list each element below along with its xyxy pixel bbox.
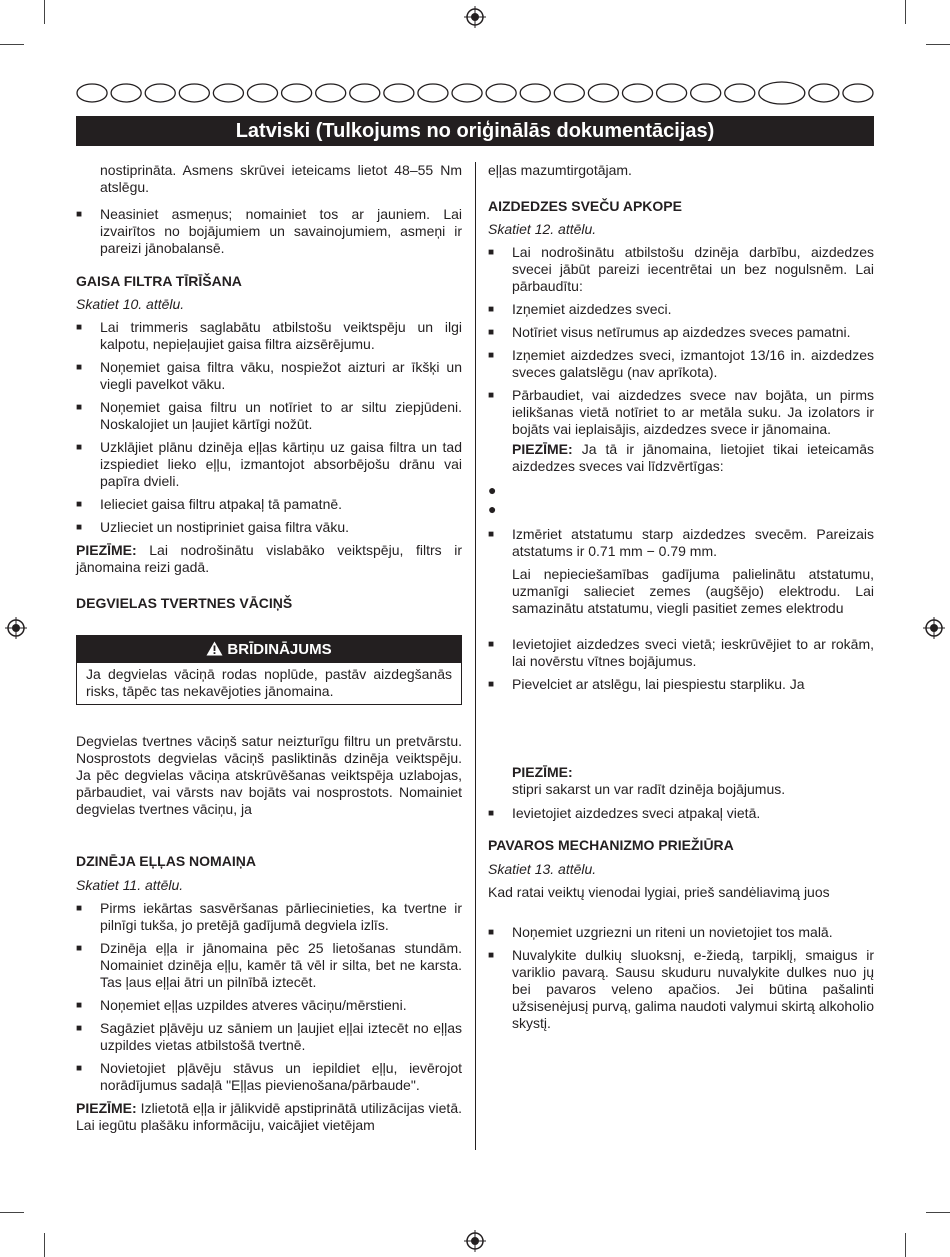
section-heading: GAISA FILTRA TĪRĪŠANA xyxy=(76,273,242,289)
note: PIEZĪME: Ja tā ir jānomaina, lietojiet tikai ieteicamās aizdedzes sveces vai līdzvērtīgas: xyxy=(512,441,874,474)
list-item: ■ Nuvalykite dulkių sluoksnį, e-žiedą, tarpiklį, smaigus ir variklio pavarą. Sausu skuduru nuvalykite dulkes nuo jų bei pavaros veleno apačios. Jei būtina pašalinti užsisenėjusį purvą, galima naudoti valymui skirtą alkoholio skystį. xyxy=(488,947,874,1031)
note: PIEZĪME: Lai nodrošinātu vislabāko veiktspēju, filtrs ir jānomaina reizi gadā. xyxy=(76,542,462,575)
warning-header: BRĪDINĀJUMS xyxy=(77,636,461,663)
bullet-icon: ■ xyxy=(76,1063,83,1074)
language-tab xyxy=(486,84,516,102)
bullet-icon: ■ xyxy=(76,402,83,413)
language-tab xyxy=(282,84,312,102)
list-item: ■ Uzklājiet plānu dzinēja eļļas kārtiņu uz gaisa filtra un tad izspiediet lieko eļļu, izmantojot absorbējošu drānu vai papīra dvieli. xyxy=(76,439,462,489)
language-tab xyxy=(622,84,652,102)
section-heading: AIZDEDZES SVEČU APKOPE xyxy=(488,198,682,214)
page-title: Latviski (Tulkojums no oriģinālās dokumentācijas) xyxy=(76,116,874,146)
list-item: ■ Pārbaudiet, vai aizdedzes svece nav bojāta, un pirms ielikšanas vietā notīriet to ar metāla suku. Ja izolators ir bojāts vai ieplaisājis, aizdedzes svece ir jānomaina. xyxy=(488,387,874,437)
crop-mark xyxy=(926,44,950,45)
paragraph: Kad ratai veiktų vienodai lygiai, prieš sandėliavimą juos xyxy=(488,884,830,900)
list-item: ■ Noņemiet uzgriezni un riteni un novietojiet tos malā. xyxy=(488,924,833,940)
bullet-icon: ■ xyxy=(488,350,495,361)
bullet-icon: ■ xyxy=(488,639,495,650)
warning-box xyxy=(76,635,462,705)
figure-reference: Skatiet 10. attēlu. xyxy=(76,296,185,312)
language-tab xyxy=(657,84,687,102)
bullet-icon: ■ xyxy=(488,327,495,338)
language-tab xyxy=(520,84,550,102)
bullet-icon: ■ xyxy=(488,679,495,690)
bullet-icon: ■ xyxy=(76,322,83,333)
language-tab xyxy=(809,84,839,102)
note: PIEZĪME: Izlietotā eļļa ir jālikvidē apstiprinātā utilizācijas vietā. Lai iegūtu plašāku informāciju, vaicājiet vietējam xyxy=(76,1100,462,1133)
bullet-icon: ■ xyxy=(76,943,83,954)
language-tab xyxy=(145,84,175,102)
bullet-icon: ■ xyxy=(488,950,495,961)
bullet-icon: ■ xyxy=(488,304,495,315)
list-item: ■ Noņemiet eļļas uzpildes atveres vāciņu/mērstieni. xyxy=(76,997,407,1013)
list-item: ■ Ievietojiet aizdedzes sveci vietā; ieskrūvējiet to ar rokām, lai novērstu vītnes bojājumus. xyxy=(488,636,874,669)
list-item xyxy=(488,482,874,499)
warning-text: Ja degvielas vāciņā rodas noplūde, pastāv aizdegšanās risks, tāpēc tas nekavējoties jānomaina. xyxy=(86,666,452,699)
paragraph: Lai nepieciešamības gadījuma palielinātu atstatumu, uzmanīgi salieciet zemes (augšējo) elektrodu. Lai samazinātu atstatumu, viegli pasitiet zemes elektrodu xyxy=(512,566,874,616)
language-tab xyxy=(247,84,277,102)
bullet-icon: ■ xyxy=(76,499,83,510)
list-item: ■ Pirms iekārtas sasvēršanas pārliecinieties, ka tvertne ir pilnīgi tukša, jo pretējā gadījumā degviela izlīs. xyxy=(76,900,462,933)
section-heading: PAVAROS MECHANIZMO PRIEŽIŪRA xyxy=(488,837,734,853)
bullet-dot-icon: ● xyxy=(488,482,497,498)
language-tab xyxy=(452,84,482,102)
list-item: ■ Izņemiet aizdedzes sveci. xyxy=(488,301,672,317)
note-label: PIEZĪME: xyxy=(512,764,573,780)
list-item: ■ Ielieciet gaisa filtru atpakaļ tā pamatnē. xyxy=(76,496,343,512)
language-tab xyxy=(588,84,618,102)
crop-mark xyxy=(44,1233,45,1257)
registration-mark-icon xyxy=(464,1230,486,1252)
list-item xyxy=(488,501,874,518)
language-tab xyxy=(213,84,243,102)
language-tab xyxy=(384,84,414,102)
section-heading: DZINĒJA EĻĻAS NOMAIŅA xyxy=(76,853,256,869)
bullet-icon: ■ xyxy=(76,522,83,533)
figure-reference: Skatiet 13. attēlu. xyxy=(488,861,597,877)
bullet-icon: ■ xyxy=(76,362,83,373)
language-tab xyxy=(179,84,209,102)
registration-mark-icon xyxy=(464,6,486,28)
continued-text: nostiprināta. Asmens skrūvei ieteicams lietot 48–55 Nm atslēgu. xyxy=(100,162,462,195)
left-column xyxy=(76,162,462,1134)
section-heading: DEGVIELAS TVERTNES VĀCIŅŠ xyxy=(76,595,293,611)
crop-mark xyxy=(905,0,906,24)
crop-mark xyxy=(0,1212,24,1213)
figure-reference: Skatiet 11. attēlu. xyxy=(76,877,184,893)
language-tab xyxy=(725,84,755,102)
paragraph: Degvielas tvertnes vāciņš satur neizturīgu filtru un pretvārstu. Nosprostots degvielas vāciņš pasliktinās dzinēja veiktspēju. Ja pēc degvielas vāciņa atskrūvēšanas veiktspēja uzlabojas, pārbaudiet, vai vārsts nav bojāts vai nosprostots. Nomainiet degvielas tvertnes vāciņu, ja xyxy=(76,733,462,817)
bullet-icon: ■ xyxy=(488,529,495,540)
bullet-icon: ■ xyxy=(76,1000,83,1011)
list-item: ■ Noņemiet gaisa filtra vāku, nospiežot aizturi ar īkšķi un viegli pavelkot vāku. xyxy=(76,359,462,392)
list-item: ■ Izņemiet aizdedzes sveci, izmantojot 13/16 in. aizdedzes sveces galatslēgu (nav aprīkota). xyxy=(488,347,874,380)
language-tab xyxy=(111,84,141,102)
list-item: ■ Noņemiet gaisa filtru un notīriet to ar siltu ziepjūdeni. Noskalojiet un ļaujiet kārtīgi nožūt. xyxy=(76,399,462,432)
language-tab xyxy=(843,84,873,102)
bullet-dot-icon: ● xyxy=(488,501,497,517)
continued-text: eļļas mazumtirgotājam. xyxy=(488,162,632,178)
list-item: ■ Lai nodrošinātu atbilstošu dzinēja darbību, aizdedzes svecei jābūt pareizi iecentrētai un bez nogulsnēm. Lai pārbaudītu: xyxy=(488,244,874,294)
language-tab xyxy=(316,84,346,102)
bullet-icon: ■ xyxy=(488,390,495,401)
figure-reference: Skatiet 12. attēlu. xyxy=(488,221,597,237)
crop-mark xyxy=(0,44,24,45)
list-item: ■ Lai trimmeris saglabātu atbilstošu veiktspēju un ilgi kalpotu, nepieļaujiet gaisa filtra aizsērējumu. xyxy=(76,319,462,352)
bullet-icon: ■ xyxy=(76,209,83,220)
list-item: ■ Notīriet visus netīrumus ap aizdedzes sveces pamatni. xyxy=(488,324,851,340)
bullet-icon: ■ xyxy=(488,927,495,938)
list-item: ■ Izmēriet atstatumu starp aizdedzes svecēm. Pareizais atstatums ir 0.71 mm − 0.79 mm. xyxy=(488,526,874,559)
language-tab-active xyxy=(759,82,805,104)
registration-mark-icon xyxy=(5,617,27,639)
crop-mark xyxy=(926,1212,950,1213)
language-tab xyxy=(554,84,584,102)
crop-mark xyxy=(44,0,45,24)
bullet-icon: ■ xyxy=(76,903,83,914)
list-item: ■ Pievelciet ar atslēgu, lai piespiestu starpliku. Ja xyxy=(488,676,805,692)
language-tab xyxy=(418,84,448,102)
list-item: ■ Ievietojiet aizdedzes sveci atpakaļ vietā. xyxy=(488,805,761,821)
list-item: ■ Dzinēja eļļa ir jānomaina pēc 25 lietošanas stundām. Nomainiet dzinēja eļļu, kamēr tā vēl ir silta, bet ne karsta. Tas ļaus eļļai ātri un pilnībā iztecēt. xyxy=(76,940,462,990)
list-item: ■ Uzlieciet un nostipriniet gaisa filtra vāku. xyxy=(76,519,350,535)
language-tab xyxy=(691,84,721,102)
crop-mark xyxy=(905,1233,906,1257)
note-text: stipri sakarst un var radīt dzinēja bojājumus. xyxy=(512,781,786,797)
language-tabs xyxy=(76,81,874,105)
language-tab xyxy=(77,84,107,102)
bullet-icon: ■ xyxy=(76,442,83,453)
language-tab xyxy=(350,84,380,102)
right-column xyxy=(488,162,874,1032)
list-item: ■ Neasiniet asmeņus; nomainiet tos ar jauniem. Lai izvairītos no bojājumiem un savainojumiem, asmeņi ir pareizi jānobalansē. xyxy=(76,206,462,256)
bullet-icon: ■ xyxy=(488,808,495,819)
list-item: ■ Sagāziet pļāvēju uz sāniem un ļaujiet eļļai iztecēt no eļļas uzpildes vietas atbilstošā tvertnē. xyxy=(76,1020,462,1053)
column-divider xyxy=(475,162,476,1150)
list-item: ■ Novietojiet pļāvēju stāvus un iepildiet eļļu, ievērojot norādījumus sadaļā "Eļļas pievienošana/pārbaude". xyxy=(76,1060,462,1093)
warning-icon xyxy=(206,641,223,656)
bullet-icon: ■ xyxy=(76,1023,83,1034)
registration-mark-icon xyxy=(923,617,945,639)
bullet-icon: ■ xyxy=(488,247,495,258)
